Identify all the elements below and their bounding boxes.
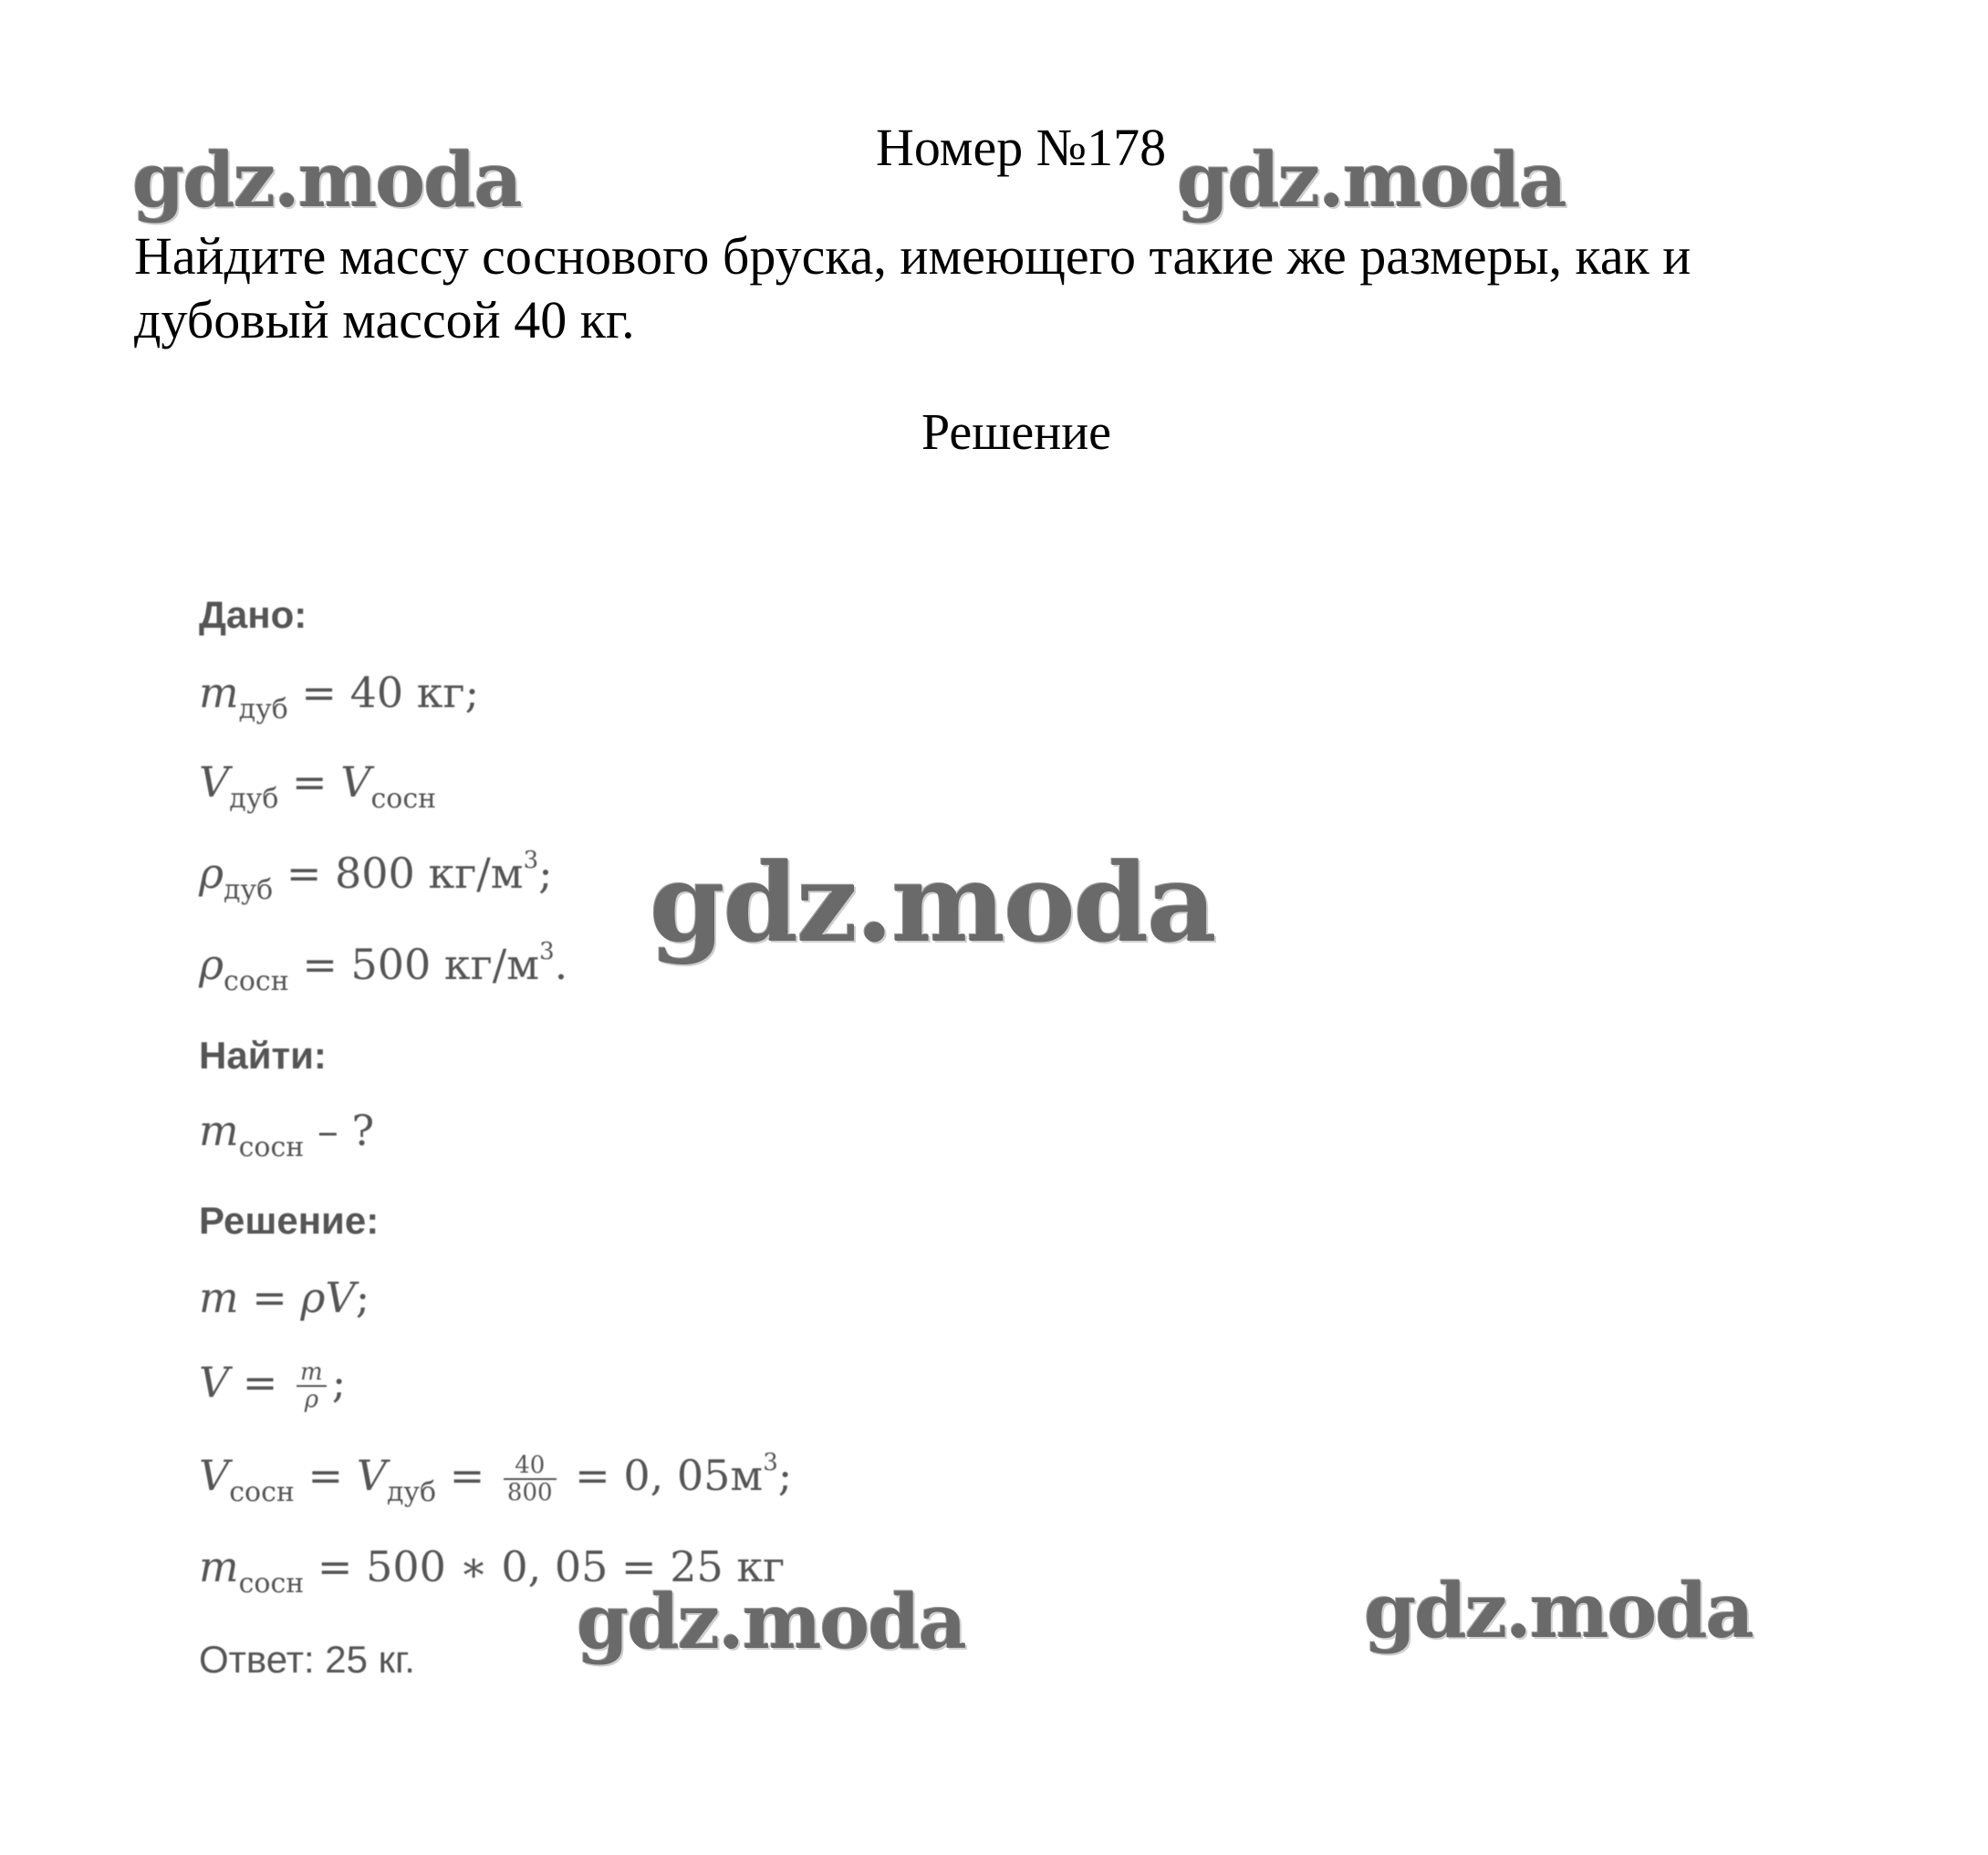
problem-line-1: Найдите массу соснового бруска, имеющего такие же размеры, как и	[134, 226, 1691, 286]
watermark-logo: gdz.moda	[1177, 137, 1566, 224]
watermark-logo: gdz.moda	[650, 839, 1215, 966]
problem-line-2: дубовый массой 40 кг.	[134, 290, 635, 349]
given-volume-equality: $V_{дуб} = V_{сосн}$	[199, 757, 437, 815]
answer: Ответ: 25 кг.	[199, 1638, 415, 1681]
formula-mass: m = ρV;	[199, 1273, 370, 1322]
formula-volume: V = $\frac{m}{\rho}$ ;	[199, 1358, 347, 1413]
solution-label: Решение:	[199, 1199, 380, 1242]
problem-statement	[134, 224, 1868, 352]
find-pine-mass: $m_{сосн}$ – ?	[199, 1106, 375, 1163]
watermark-logo: gdz.moda	[577, 1579, 965, 1666]
find-label: Найти:	[199, 1034, 327, 1077]
calc-volume: $V_{сосн} = V_{дуб}$ = $\frac{40}{800}$ = 0, $05м^3$;	[199, 1449, 793, 1508]
solution-heading: Решение	[921, 404, 1112, 461]
solution-image	[199, 593, 1020, 1688]
watermark-logo: gdz.moda	[1364, 1568, 1753, 1655]
given-oak-mass: $m_{дуб} = 40$ кг;	[199, 668, 480, 725]
given-pine-density: $\rho_{сосн} = 500$ $кг/м^3$.	[199, 938, 568, 997]
calc-pine-mass: $m_{сосн} = 500$ ∗ 0, 05 = 25 кг	[199, 1542, 786, 1600]
watermark-logo: gdz.moda	[132, 137, 521, 224]
problem-number: Номер №178	[876, 118, 1167, 177]
given-oak-density: $\rho_{дуб} = 800$ $кг/м^3$;	[199, 847, 553, 906]
given-label: Дано:	[199, 593, 307, 636]
